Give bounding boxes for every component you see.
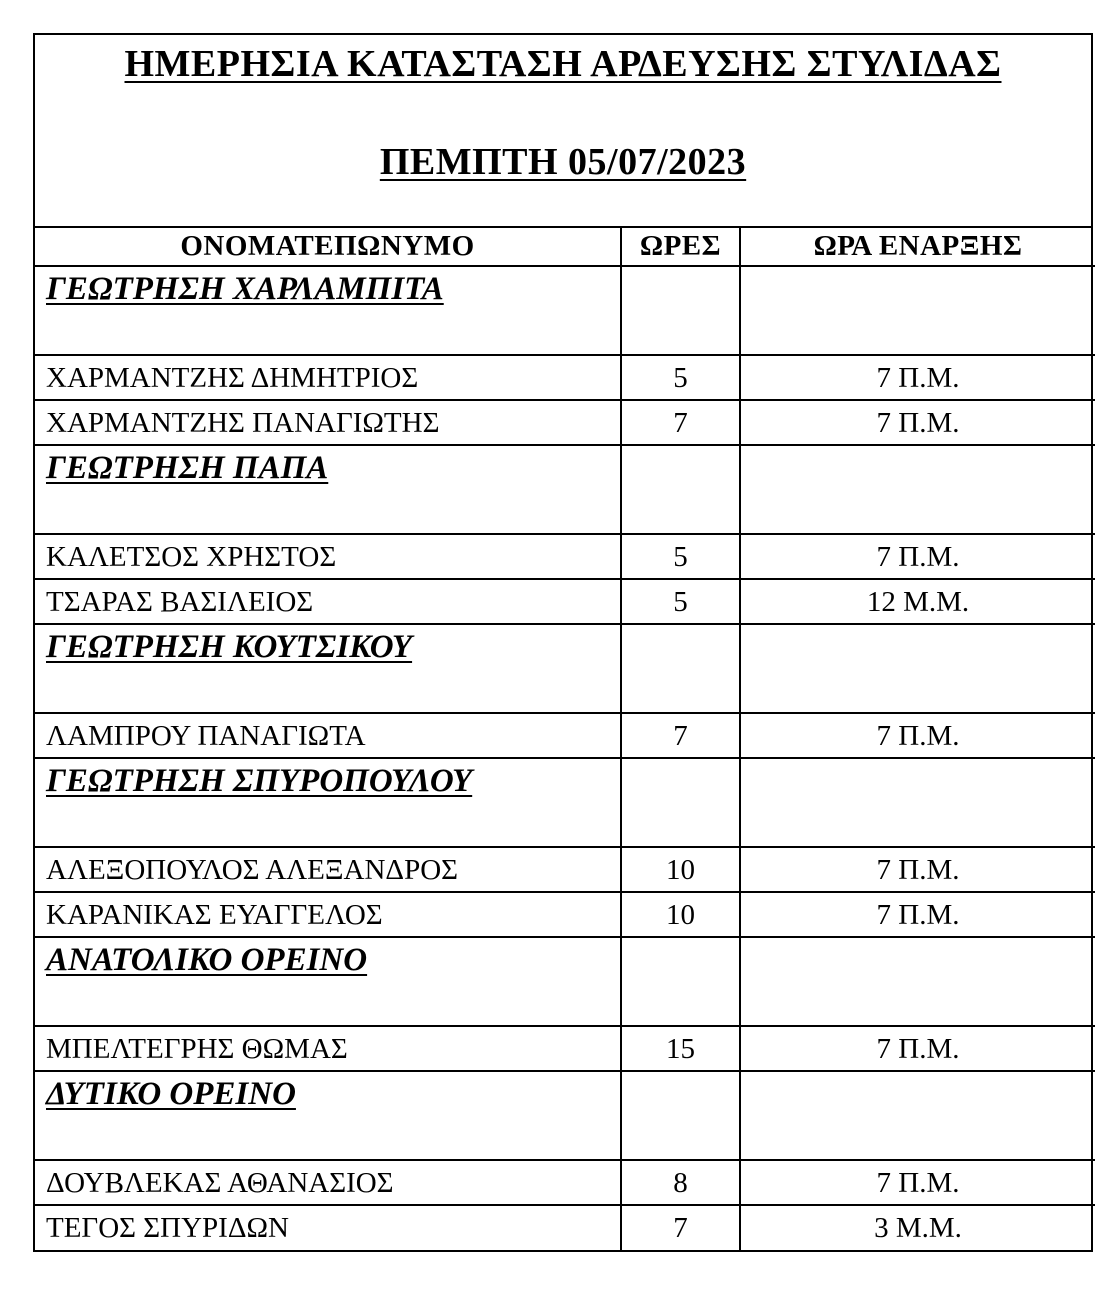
section-row xyxy=(35,937,1095,1026)
section-empty-cell xyxy=(740,1071,1095,1160)
irrigation-report xyxy=(33,33,1093,1252)
person-name: ΤΣΑΡΑΣ ΒΑΣΙΛΕΙΟΣ xyxy=(35,579,621,624)
section-title: ΓΕΩΤΡΗΣΗ ΚΟΥΤΣΙΚΟΥ xyxy=(35,624,621,713)
start-time-value: 7 Π.Μ. xyxy=(740,355,1095,400)
section-title: ΓΕΩΤΡΗΣΗ ΣΠΥΡΟΠΟΥΛΟΥ xyxy=(35,758,621,847)
hours-value: 7 xyxy=(621,400,740,445)
section-empty-cell xyxy=(621,758,740,847)
hours-value: 5 xyxy=(621,355,740,400)
start-time-value: 7 Π.Μ. xyxy=(740,1026,1095,1071)
person-name: ΑΛΕΞΟΠΟΥΛΟΣ ΑΛΕΞΑΝΔΡΟΣ xyxy=(35,847,621,892)
table-row xyxy=(35,1205,1095,1250)
hours-value: 5 xyxy=(621,579,740,624)
section-empty-cell xyxy=(740,758,1095,847)
column-header-hours: ΩΡΕΣ xyxy=(621,228,740,266)
table-row xyxy=(35,400,1095,445)
section-row xyxy=(35,266,1095,355)
person-name: ΧΑΡΜΑΝΤΖΗΣ ΔΗΜΗΤΡΙΟΣ xyxy=(35,355,621,400)
section-row xyxy=(35,1071,1095,1160)
start-time-value: 7 Π.Μ. xyxy=(740,892,1095,937)
section-empty-cell xyxy=(621,1071,740,1160)
start-time-value: 7 Π.Μ. xyxy=(740,847,1095,892)
person-name: ΤΕΓΟΣ ΣΠΥΡΙΔΩΝ xyxy=(35,1205,621,1250)
section-empty-cell xyxy=(621,266,740,355)
start-time-value: 7 Π.Μ. xyxy=(740,400,1095,445)
start-time-value: 7 Π.Μ. xyxy=(740,1160,1095,1205)
hours-value: 15 xyxy=(621,1026,740,1071)
start-time-value: 12 Μ.Μ. xyxy=(740,579,1095,624)
section-row xyxy=(35,758,1095,847)
table-row xyxy=(35,579,1095,624)
section-empty-cell xyxy=(740,266,1095,355)
person-name: ΚΑΛΕΤΣΟΣ ΧΡΗΣΤΟΣ xyxy=(35,534,621,579)
start-time-value: 7 Π.Μ. xyxy=(740,713,1095,758)
table-row xyxy=(35,355,1095,400)
hours-value: 7 xyxy=(621,1205,740,1250)
hours-value: 10 xyxy=(621,847,740,892)
hours-value: 7 xyxy=(621,713,740,758)
table-row xyxy=(35,1160,1095,1205)
section-empty-cell xyxy=(621,624,740,713)
start-time-value: 3 Μ.Μ. xyxy=(874,1212,962,1244)
column-header-start-time: ΩΡΑ ΕΝΑΡΞΗΣ xyxy=(740,228,1095,266)
hours-value: 8 xyxy=(621,1160,740,1205)
section-empty-cell xyxy=(740,445,1095,534)
table-row xyxy=(35,534,1095,579)
report-date: ΠΕΜΠΤΗ 05/07/2023 xyxy=(379,141,747,183)
table-header-row xyxy=(35,228,1095,266)
table-row xyxy=(35,1026,1095,1071)
section-row xyxy=(35,624,1095,713)
table-row xyxy=(35,892,1095,937)
section-title: ΑΝΑΤΟΛΙΚΟ ΟΡΕΙΝΟ xyxy=(35,937,621,1026)
section-title: ΓΕΩΤΡΗΣΗ ΧΑΡΛΑΜΠΙΤΑ xyxy=(35,266,621,355)
section-title: ΔΥΤΙΚΟ ΟΡΕΙΝΟ xyxy=(35,1071,621,1160)
table-row xyxy=(35,713,1095,758)
section-title: ΓΕΩΤΡΗΣΗ ΠΑΠΑ xyxy=(35,445,621,534)
section-row xyxy=(35,445,1095,534)
section-empty-cell xyxy=(621,937,740,1026)
report-title: ΗΜΕΡΗΣΙΑ ΚΑΤΑΣΤΑΣΗ ΑΡΔΕΥΣΗΣ ΣΤΥΛΙΔΑΣ xyxy=(124,43,1002,85)
person-name: ΛΑΜΠΡΟΥ ΠΑΝΑΓΙΩΤΑ xyxy=(35,713,621,758)
section-empty-cell xyxy=(740,624,1095,713)
table-row xyxy=(35,847,1095,892)
person-name: ΧΑΡΜΑΝΤΖΗΣ ΠΑΝΑΓΙΩΤΗΣ xyxy=(35,400,621,445)
person-name: ΚΑΡΑΝΙΚΑΣ ΕΥΑΓΓΕΛΟΣ xyxy=(35,892,621,937)
section-empty-cell xyxy=(621,445,740,534)
hours-value: 10 xyxy=(621,892,740,937)
start-time-value: 7 Π.Μ. xyxy=(740,534,1095,579)
irrigation-table xyxy=(35,228,1095,1250)
section-empty-cell xyxy=(740,937,1095,1026)
report-header xyxy=(35,35,1091,228)
person-name: ΜΠΕΛΤΕΓΡΗΣ ΘΩΜΑΣ xyxy=(35,1026,621,1071)
column-header-name: ΟΝΟΜΑΤΕΠΩΝΥΜΟ xyxy=(35,228,621,266)
person-name: ΔΟΥΒΛΕΚΑΣ ΑΘΑΝΑΣΙΟΣ xyxy=(35,1160,621,1205)
hours-value: 5 xyxy=(621,534,740,579)
